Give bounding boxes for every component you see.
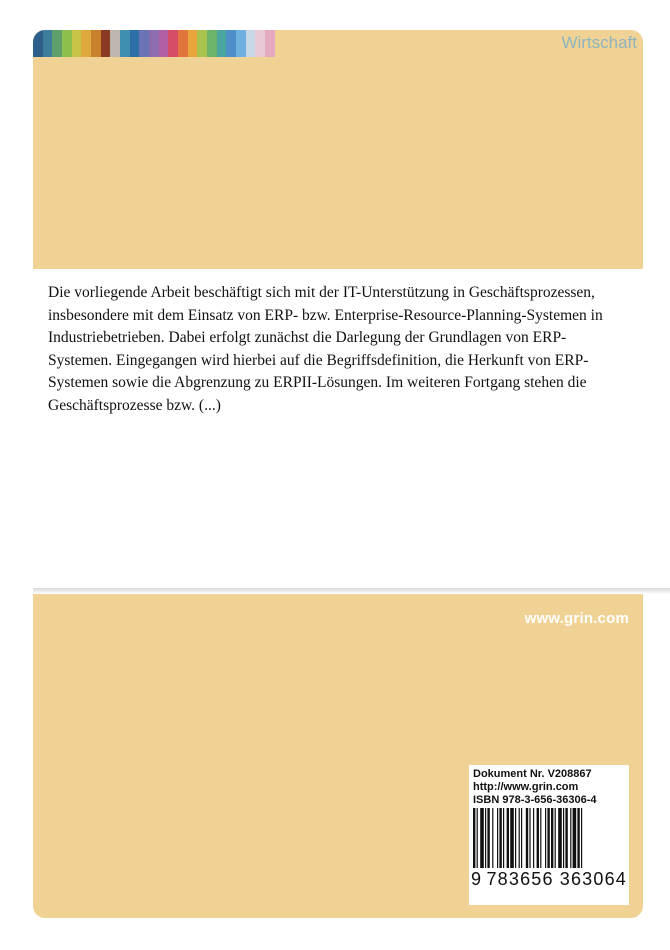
- color-stripe: [178, 30, 188, 57]
- barcode-block: [469, 765, 629, 905]
- color-stripe: [52, 30, 62, 57]
- barcode-icon: [473, 808, 623, 868]
- barcode-digit-group-2: 363064: [559, 869, 627, 889]
- color-stripe: [110, 30, 120, 57]
- document-url: http://www.grin.com: [473, 781, 579, 793]
- barcode-digit-lead: 9: [471, 869, 482, 889]
- cover-top-panel: [33, 30, 643, 269]
- color-stripe: [72, 30, 81, 57]
- barcode-digit-group-1: 783656: [486, 869, 554, 889]
- color-stripe: [255, 30, 265, 57]
- document-info: [473, 768, 597, 807]
- color-stripe: [188, 30, 197, 57]
- color-stripe: [265, 30, 275, 57]
- color-stripe: [139, 30, 149, 57]
- color-stripe: [91, 30, 101, 57]
- color-stripe: [81, 30, 91, 57]
- color-stripe: [62, 30, 72, 57]
- abstract-text: Die vorliegende Arbeit beschäftigt sich mit der IT-Unterstützung in Geschäftsprozessen, insbesondere mit dem Einsatz von ERP- bzw. Enterprise-Resource-Planning-Systemen in Industriebetrieben. Dabei erfolgt zunächst die Darlegung der Grundlagen von ERP-Systemen. Eingegangen wird hierbei auf die Begriffsdefinition, die Herkunft von ERP-Systemen sowie die Abgrenzung zu ERPII-Lösungen. Im weiteren Fortgang stehen die Geschäftsprozesse bzw. (...): [48, 284, 603, 414]
- color-stripe: [168, 30, 178, 57]
- color-stripe: [33, 30, 43, 57]
- color-stripe: [43, 30, 52, 57]
- color-stripe: [130, 30, 139, 57]
- color-stripe: [207, 30, 217, 57]
- category-label: Wirtschaft: [561, 33, 637, 52]
- color-stripe: [226, 30, 236, 57]
- isbn-number: ISBN 978-3-656-36306-4: [473, 794, 597, 806]
- color-stripe: [101, 30, 110, 57]
- color-stripe: [149, 30, 159, 57]
- document-number: Dokument Nr. V208867: [473, 768, 592, 780]
- cover-bottom-panel: [33, 594, 643, 918]
- color-stripe: [236, 30, 246, 57]
- color-stripe: [120, 30, 130, 57]
- color-stripe: [217, 30, 226, 57]
- website-label: www.grin.com: [524, 610, 629, 627]
- barcode-digits: [471, 869, 627, 890]
- color-stripe: [159, 30, 168, 57]
- color-stripe: [246, 30, 255, 57]
- color-stripes: [33, 30, 275, 57]
- color-stripe: [197, 30, 207, 57]
